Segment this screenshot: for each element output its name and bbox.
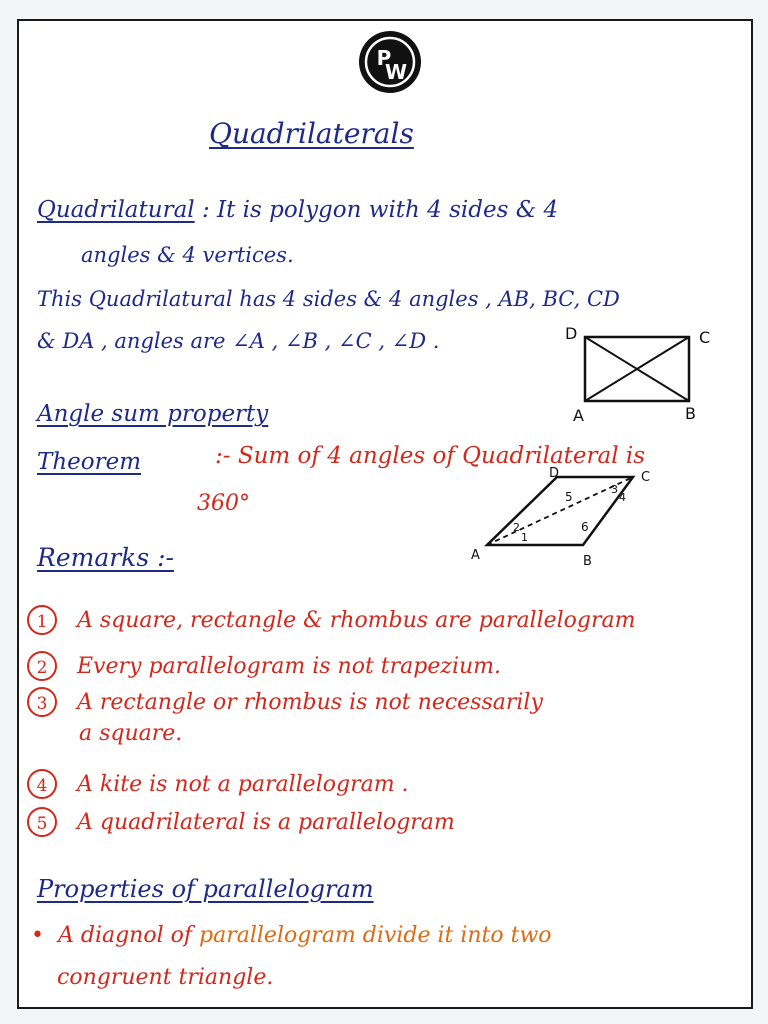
vertex-d: D	[549, 466, 560, 481]
example-line-2: & DA , angles are ∠A , ∠B , ∠C , ∠D .	[37, 329, 440, 353]
page-title: Quadrilaterals	[209, 117, 414, 150]
remark-text: A square, rectangle & rhombus are parallelogram	[77, 608, 636, 633]
rectangle-figure	[559, 323, 739, 423]
label-d: D	[565, 324, 578, 343]
property-bullet-continued: congruent triangle.	[57, 965, 274, 990]
theorem-label: Theorem	[37, 449, 142, 475]
remark-item-2	[27, 651, 501, 681]
remark-item-3	[27, 687, 543, 717]
remark-text: A kite is not a parallelogram .	[77, 772, 409, 797]
parallelogram-figure	[465, 465, 675, 565]
definition-line-2: angles & 4 vertices.	[81, 243, 294, 267]
remark-number: 1	[27, 605, 57, 635]
vertex-b: B	[583, 554, 592, 565]
angle-2: 2	[513, 521, 520, 534]
angle-1: 1	[521, 531, 528, 544]
remark-item-1	[27, 605, 636, 635]
angle-sum-heading: Angle sum property	[37, 401, 269, 427]
definition-line-1	[37, 197, 558, 223]
angle-4: 4	[619, 491, 626, 504]
property-text-a: A diagnol of	[57, 923, 200, 948]
example-line-1: This Quadrilatural has 4 sides & 4 angles , AB, BC, CD	[37, 287, 620, 311]
remark-number: 5	[27, 807, 57, 837]
label-a: A	[573, 406, 584, 423]
pw-logo-icon	[357, 29, 423, 95]
properties-heading: Properties of parallelogram	[37, 875, 374, 903]
remark-number: 3	[27, 687, 57, 717]
vertex-c: C	[641, 470, 651, 485]
theorem-value: 360°	[197, 491, 250, 516]
remark-text: A rectangle or rhombus is not necessarily	[77, 690, 543, 715]
remark-item-5	[27, 807, 455, 837]
angle-3: 3	[611, 483, 618, 496]
theorem-text: :- Sum of 4 angles of Quadrilateral is	[215, 443, 646, 469]
remarks-heading: Remarks :-	[37, 543, 174, 572]
label-b: B	[685, 404, 696, 423]
definition-term: Quadrilatural	[37, 197, 195, 223]
remark-item-4	[27, 769, 409, 799]
label-c: C	[699, 328, 711, 347]
logo-letter-w: W	[384, 60, 408, 84]
note-page	[17, 19, 753, 1009]
bullet-icon: •	[31, 923, 44, 948]
angle-6: 6	[581, 520, 589, 534]
property-text-b: parallelogram divide it into two	[199, 923, 552, 948]
remark-text: Every parallelogram is not trapezium.	[77, 654, 502, 679]
remark-text: A quadrilateral is a parallelogram	[77, 810, 455, 835]
property-bullet	[31, 923, 552, 948]
angle-5: 5	[565, 490, 573, 504]
remark-item-3-continued: a square.	[79, 721, 183, 746]
logo-letter-p: P	[376, 46, 392, 70]
remark-number: 4	[27, 769, 57, 799]
remark-number: 2	[27, 651, 57, 681]
vertex-a: A	[471, 548, 480, 563]
definition-text-1: : It is polygon with 4 sides & 4	[201, 197, 559, 223]
